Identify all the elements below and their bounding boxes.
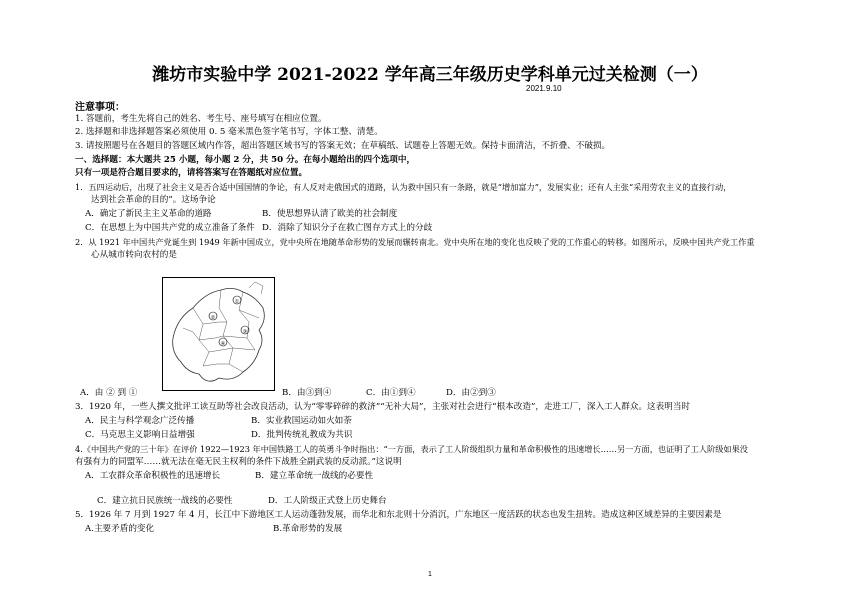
question-1-stem: 1．五四运动后，出现了社会主义是否合适中国国情的争论，有人反对走俄国式的道路，认为救中国只有一条路，就是“增加富力”，发展实业；还有人主张“采用劳农主义的直接行动， [75,182,732,192]
question-1-option-c: C．在思想上为中国共产党的成立准备了条件 [85,223,255,233]
question-2-option-d: D．由②到③ [446,388,496,398]
note-item: 2. 选择题和非选择题答案必须使用 0. 5 毫米黑色签字笔书写，字体工整、清楚。 [75,127,383,137]
question-3-option-b: B．实业救国运动如火如荼 [251,416,352,426]
map-label-3: ③ [242,329,248,335]
map-label-2: ② [210,315,216,321]
question-5-stem: 5．1926 年 7 月到 1927 年 4 月，长江中下游地区工人运动蓬勃发展，而华北和东北则十分消沉，广东地区一度活跃的状态也发生扭转。造成这种区域差异的主要因素是 [75,510,722,520]
question-1-stem-cont: 达到社会革命的目的”。这场争论 [91,195,216,205]
question-5-option-b: B.革命形势的发展 [273,524,343,534]
notes-heading: 注意事项： [75,102,125,113]
question-1-option-a: A．确定了新民主主义革命的道路 [85,209,212,219]
section-instruction: 只有一项是符合题目要求的，请将答案写在答题纸对应位置。 [75,168,308,178]
question-4-option-d: D．工人阶级正式登上历史舞台 [268,496,387,506]
note-item: 3. 请按照题号在各题目的答题区域内作答，超出答题区域书写的答案无效；在草稿纸、试题卷上答题无效。保持卡面清洁，不折叠、不破损。 [75,141,611,151]
question-4-stem: 4.《中国共产党的三十年》在评价 1922—1923 年中国铁路工人的英勇斗争时指出：“一方面，表示了工人阶级组织力量和革命积极性的迅速增长……另一方面，也证明了工人阶级如果没 [75,444,748,454]
question-2-stem: 2．从 1921 年中国共产党诞生到 1949 年新中国成立，党中央所在地随革命形势的发展而辗转南北。党中央所在地的变化也反映了党的工作重心的转移。如图所示，反映中国共产党工作重 [75,237,755,247]
exam-date: 2021.9.10 [526,84,562,93]
question-3-option-d: D．批判传统礼教成为共识 [251,430,353,440]
question-4-option-c: C．建立抗日民族统一战线的必要性 [97,496,233,506]
china-map-figure [162,277,275,391]
question-2-option-a: A．由 ② 到 ① [80,388,138,398]
question-2-stem-cont: 心从城市转向农村的是 [91,250,177,260]
question-4-stem-cont: 有强有力的同盟军……就无法在毫无民主权利的条件下战胜全副武装的反动派。”这说明 [75,457,402,467]
question-4-option-b: B．建立革命统一战线的必要性 [255,471,374,481]
question-5-option-a: A.主要矛盾的变化 [85,524,155,534]
question-3-option-c: C．马克思主义影响日益增强 [85,430,195,440]
page-number: 1 [428,571,432,578]
map-label-1: ① [234,299,240,305]
question-2-option-c: C．由①到④ [366,388,416,398]
page-title: 潍坊市实验中学 2021-2022 学年高三年级历史学科单元过关检测（一） [152,65,708,85]
note-item: 1. 答题前，考生先将自己的姓名、考生号、座号填写在相应位置。 [75,114,327,124]
question-1-option-b: B．使思想界认清了欧美的社会制度 [262,209,398,219]
question-2-option-b: B．由③到④ [282,388,332,398]
map-label-4: ④ [220,341,226,347]
section-heading: 一、选择题：本大题共 25 小题，每小题 2 分，共 50 分。在每小题给出的四个选项中， [75,155,416,165]
question-1-option-d: D．消除了知识分子在救亡图存方式上的分歧 [262,223,433,233]
question-3-option-a: A．民主与科学观念广泛传播 [85,416,195,426]
question-4-option-a: A．工农群众革命积极性的迅速增长 [85,471,221,481]
question-3-stem: 3．1920 年，一些人撰文批评工读互助等社会改良活动，认为“零零碎碎的救济”“无补大局”，主张对社会进行“根本改造”，走进工厂，深入工人群众。这表明当时 [75,402,691,412]
